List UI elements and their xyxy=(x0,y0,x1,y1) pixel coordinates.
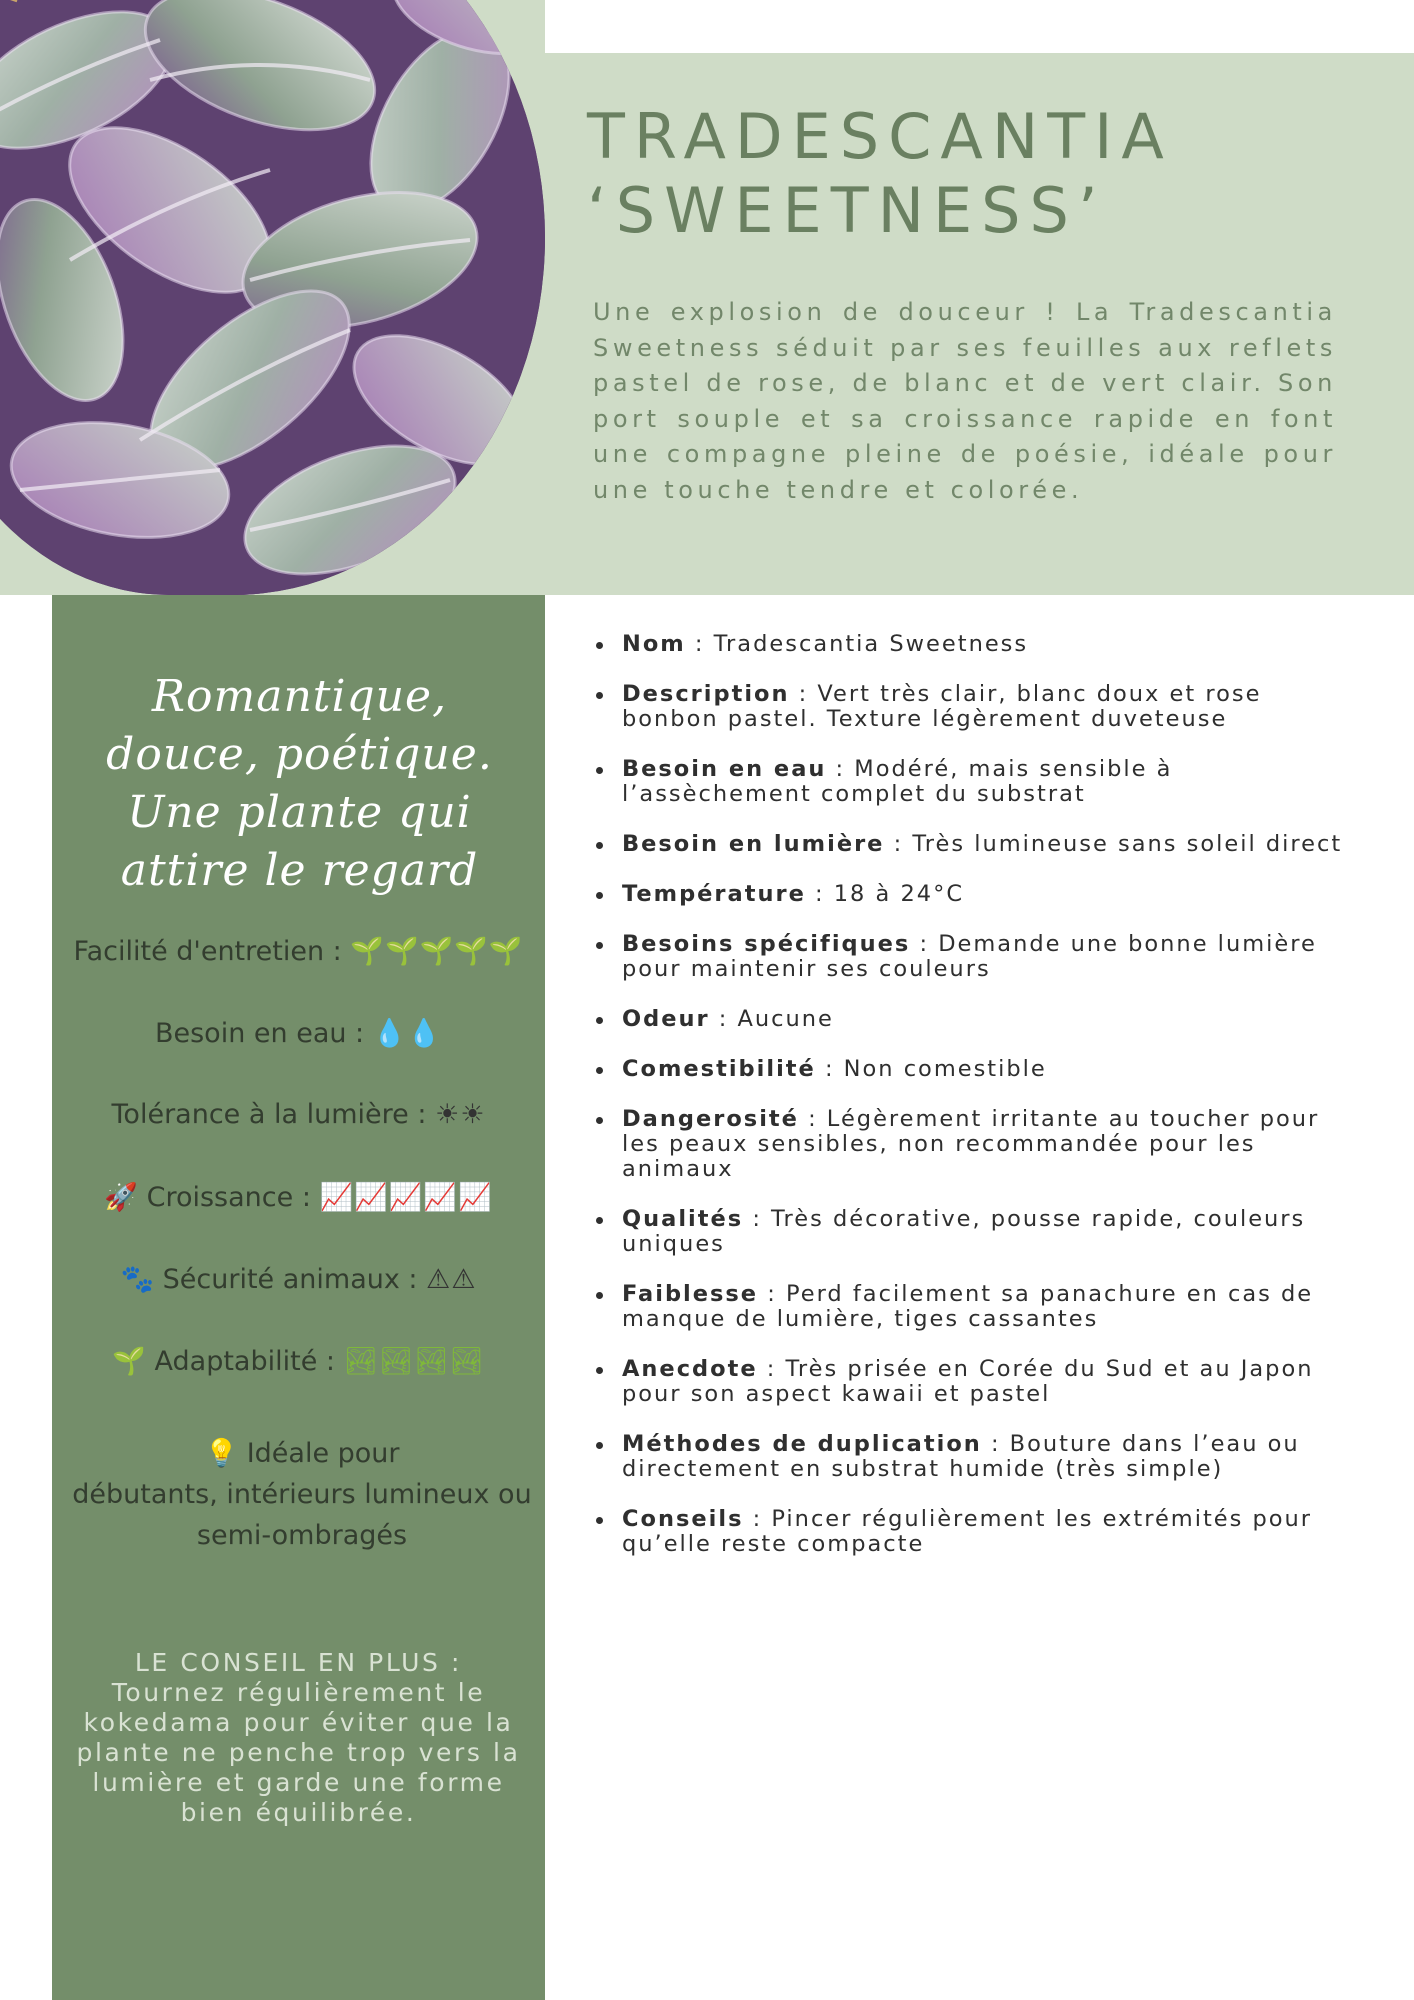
ideal-for xyxy=(52,1433,552,1556)
ideal-line-2: débutants, intérieurs lumineux ou xyxy=(72,1479,532,1510)
seedling-icon: 🌱🌱🌱🌱🌱 xyxy=(350,936,524,967)
spec-label: Faiblesse xyxy=(622,1281,759,1307)
spec-item-weakness xyxy=(596,1282,1356,1332)
sun-icon: ☀☀ xyxy=(435,1099,486,1130)
spec-label: Qualités xyxy=(622,1206,744,1232)
spec-item-specific-needs xyxy=(596,932,1356,982)
spec-label: Odeur xyxy=(622,1006,710,1032)
rating-adaptability xyxy=(52,1345,545,1377)
spec-label: Besoin en eau xyxy=(622,756,827,782)
rating-label: Facilité d'entretien : xyxy=(73,936,342,967)
spec-value: : Non comestible xyxy=(815,1056,1047,1082)
spec-item-water xyxy=(596,757,1356,807)
rating-light-tolerance xyxy=(52,1099,545,1130)
spec-label: Nom xyxy=(622,631,686,657)
landscape-icon: 🏞🏞🏞🏞 xyxy=(343,1346,485,1377)
spec-item-qualities xyxy=(596,1207,1356,1257)
spec-list xyxy=(596,632,1356,1582)
spec-value: : Très décorative, pousse rapide, couleurs uniques xyxy=(622,1206,1306,1257)
spec-item-description xyxy=(596,682,1356,732)
rating-water-need xyxy=(52,1017,545,1049)
spec-value: : Demande une bonne lumière pour maintenir ses couleurs xyxy=(622,931,1317,982)
spec-item-danger xyxy=(596,1107,1356,1182)
rating-growth xyxy=(52,1181,545,1213)
intro-paragraph: Une explosion de douceur ! La Tradescantia Sweetness séduit par ses feuilles aux reflets pastel de rose, de blanc et de vert clair. Son port souple et sa croissance rapide en font une compagne pleine de poésie, idéale pour une touche tendre et colorée. xyxy=(593,298,1337,504)
lightbulb-icon: 💡 xyxy=(204,1438,239,1469)
rating-label: Sécurité animaux : xyxy=(162,1264,418,1295)
rating-label: Besoin en eau : xyxy=(154,1018,365,1049)
tip-text: Tournez régulièrement le kokedama pour éviter que la plante ne penche trop vers la lumière et garde une forme bien équilibrée. xyxy=(76,1678,521,1827)
tip-box xyxy=(62,1648,535,1828)
spec-item-light xyxy=(596,832,1356,857)
spec-item-duplication xyxy=(596,1432,1356,1482)
chart-up-icon: 📈📈📈📈📈 xyxy=(319,1182,493,1213)
spec-value: : Légèrement irritante au toucher pour les peaux sensibles, non recommandée pour les animaux xyxy=(622,1106,1320,1182)
spec-item-edibility xyxy=(596,1057,1356,1082)
spec-label: Conseils xyxy=(622,1506,744,1532)
spec-label: Comestibilité xyxy=(622,1056,816,1082)
spec-value: : Aucune xyxy=(709,1006,834,1032)
spec-label: Besoins spécifiques xyxy=(622,931,911,957)
spec-label: Anecdote xyxy=(622,1356,758,1382)
sprout-icon: 🌱 xyxy=(112,1346,146,1377)
spec-item-nom xyxy=(596,632,1356,657)
rating-label: Adaptabilité : xyxy=(154,1346,335,1377)
spec-item-smell xyxy=(596,1007,1356,1032)
paw-icon: 🐾 xyxy=(120,1264,155,1295)
spec-value: : Perd facilement sa panachure en cas de manque de lumière, tiges cassantes xyxy=(622,1281,1314,1332)
tagline: Romantique, douce, poétique. Une plante qui attire le regard xyxy=(106,671,493,896)
spec-item-advice xyxy=(596,1507,1356,1557)
page-title xyxy=(587,100,1367,248)
rocket-icon: 🚀 xyxy=(104,1182,139,1213)
water-drop-icon: 💧💧 xyxy=(372,1018,442,1049)
rating-label: Tolérance à la lumière : xyxy=(111,1099,427,1130)
ideal-line-3: semi-ombragés xyxy=(196,1520,408,1551)
spec-item-anecdote xyxy=(596,1357,1356,1407)
spec-label: Dangerosité xyxy=(622,1106,799,1132)
spec-item-temperature xyxy=(596,882,1356,907)
spec-value: : Tradescantia Sweetness xyxy=(685,631,1029,657)
ideal-line-1: Idéale pour xyxy=(246,1438,400,1469)
spec-value: : 18 à 24°C xyxy=(805,881,965,907)
spec-value: : Modéré, mais sensible à l’assèchement complet du substrat xyxy=(622,756,1173,807)
spec-value: : Pincer régulièrement les extrémités pour qu’elle reste compacte xyxy=(622,1506,1313,1557)
spec-value: : Bouture dans l’eau ou directement en substrat humide (très simple) xyxy=(622,1431,1300,1482)
spec-label: Description xyxy=(622,681,790,707)
rating-pet-safety xyxy=(52,1263,545,1295)
title-line-1: TRADESCANTIA xyxy=(587,100,1173,173)
tip-title: LE CONSEIL EN PLUS : xyxy=(134,1648,463,1677)
rating-label: Croissance : xyxy=(146,1182,311,1213)
spec-label: Méthodes de duplication xyxy=(622,1431,982,1457)
spec-value: : Très prisée en Corée du Sud et au Japon pour son aspect kawaii et pastel xyxy=(622,1356,1314,1407)
warning-icon: ⚠⚠ xyxy=(426,1264,477,1295)
spec-label: Besoin en lumière xyxy=(622,831,885,857)
rating-care-ease xyxy=(52,935,545,967)
spec-label: Température xyxy=(622,881,806,907)
spec-value: : Vert très clair, blanc doux et rose bonbon pastel. Texture légèrement duveteuse xyxy=(622,681,1262,732)
spec-value: : Très lumineuse sans soleil direct xyxy=(884,831,1343,857)
title-line-2: ‘SWEETNESS’ xyxy=(587,174,1107,247)
